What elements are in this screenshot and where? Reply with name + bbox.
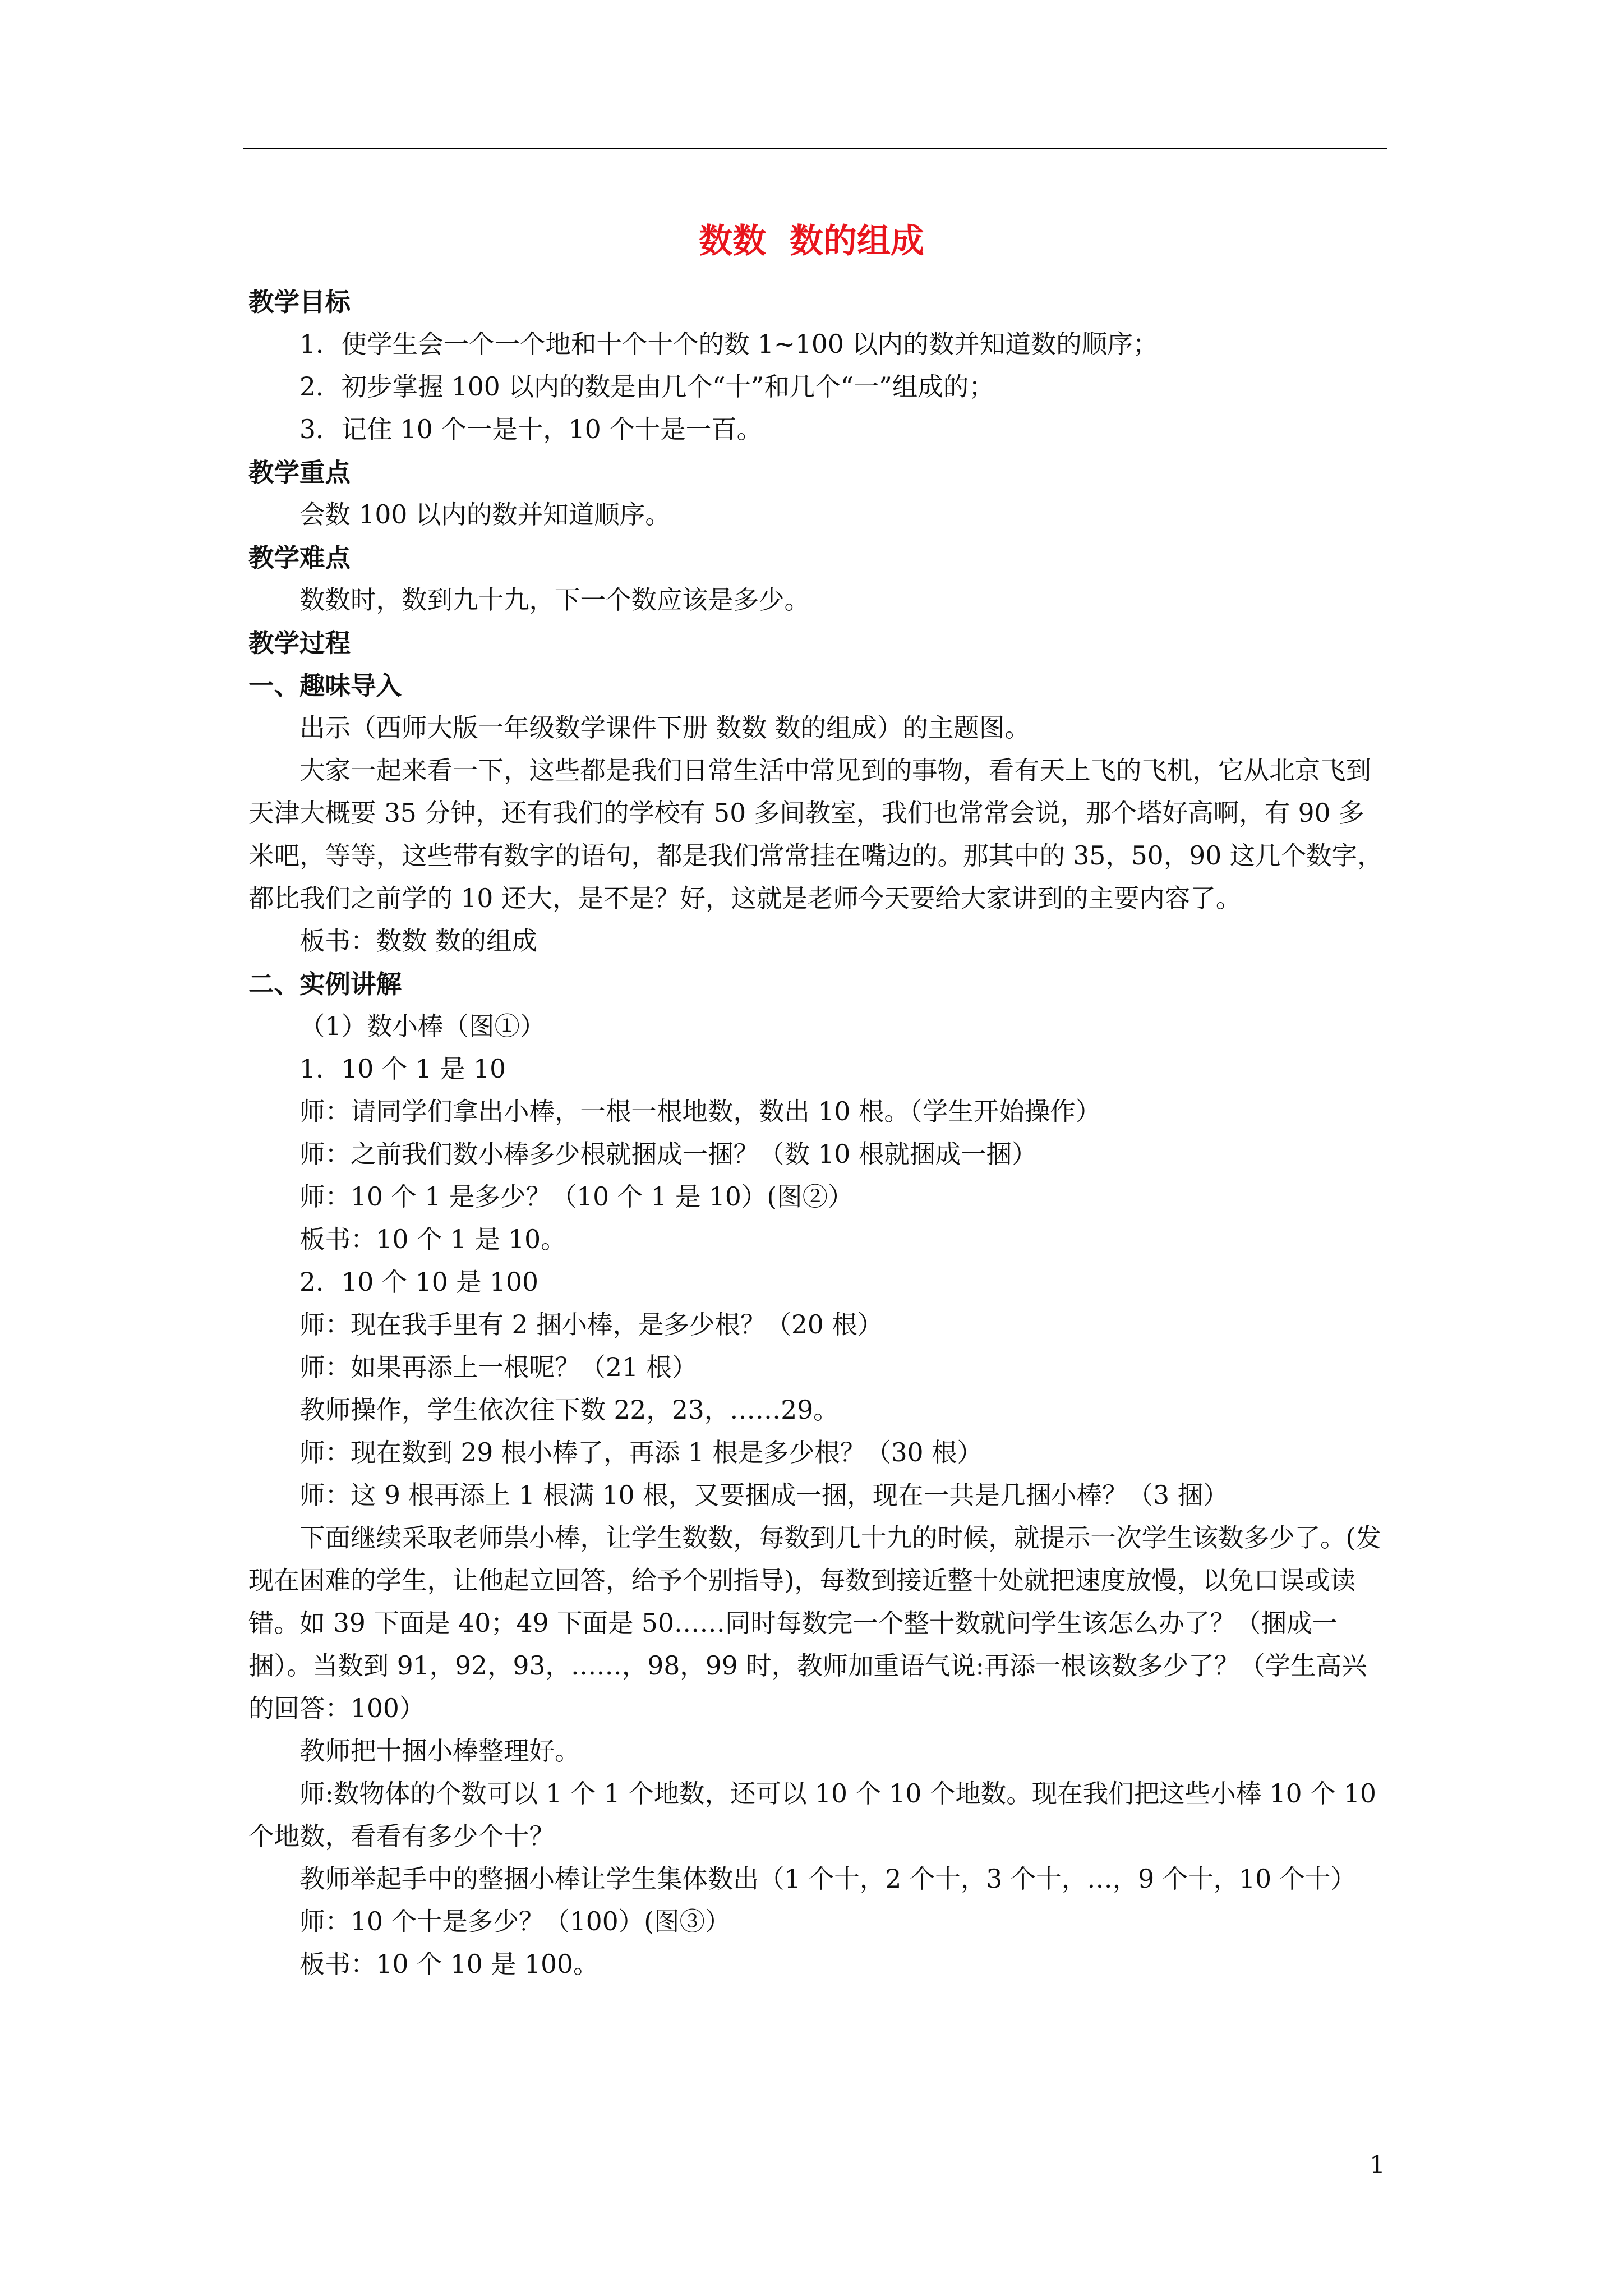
paragraph: 板书：10 个 1 是 10。: [299, 1225, 566, 1254]
section-heading-difficulties: 教学难点: [248, 542, 351, 573]
paragraph: 出示（西师大版一年级数学课件下册 数数 数的组成）的主题图。: [299, 713, 1030, 743]
paragraph: 教师把十捆小棒整理好。: [299, 1736, 580, 1766]
page-number: 1: [1370, 2151, 1385, 2179]
section-heading-key-points: 教学重点: [248, 457, 351, 487]
paragraph: 师:数物体的个数可以 1 个 1 个地数，还可以 10 个 10 个地数。现在我们把这些小棒 10 个 10 个地数，看看有多少个十？: [248, 1779, 1376, 1851]
paragraph: 师：请同学们拿出小棒，一根一根地数，数出 10 根。（学生开始操作）: [299, 1097, 1101, 1126]
header-rule: [243, 148, 1387, 149]
part-heading-examples: 二、实例讲解: [248, 969, 402, 999]
paragraph: （1）数小棒（图①）: [299, 1011, 546, 1041]
paragraph: 师：10 个十是多少？（100）(图③）: [299, 1907, 731, 1936]
goal-item-1: 1．使学生会一个一个地和十个十个的数 1~100 以内的数并知道数的顺序；: [299, 329, 1159, 359]
goal-item-3: 3．记住 10 个一是十，10 个十是一百。: [299, 415, 763, 444]
document-body: [248, 280, 1384, 1986]
part-heading-introduction: 一、趣味导入: [248, 670, 402, 701]
paragraph: 师：如果再添上一根呢？（21 根）: [299, 1352, 698, 1382]
paragraph: 2．10 个 10 是 100: [299, 1267, 538, 1297]
paragraph: 师：10 个 1 是多少？（10 个 1 是 10）(图②）: [299, 1182, 854, 1212]
paragraph: 大家一起来看一下，这些都是我们日常生活中常见到的事物，看有天上飞的飞机，它从北京飞到天津大概要 35 分钟，还有我们的学校有 50 多间教室，我们也常常会说，那个塔好高啊，有 90 多米吧，等等，这些带有数字的语句，都是我们常常挂在嘴边的。那其中的 35，50，90 这几个数字，都比我们之前学的 10 还大，是不是？好，这就是老师今天要给大家讲到的主要内容了。: [248, 756, 1383, 913]
paragraph: 师：之前我们数小棒多少根就捆成一捆？（数 10 根就捆成一捆）: [299, 1139, 1038, 1169]
paragraph: 下面继续采取老师祟小棒，让学生数数，每数到几十九的时候，就提示一次学生该数多少了。(发现在困难的学生，让他起立回答，给予个别指导)，每数到接近整十处就把速度放慢，以免口误或读错。如 39 下面是 40；49 下面是 50……同时每数完一个整十数就问学生该怎么办了？（捆成一捆）。当数到 91，92，93，……，98，99 时，教师加重语气说:再添一根该数多少了？（学生高兴的回答：100）: [248, 1523, 1381, 1723]
paragraph: 教师操作，学生依次往下数 22，23，……29。: [299, 1395, 839, 1425]
paragraph: 板书：10 个 10 是 100。: [299, 1949, 599, 1979]
section-heading-goals: 教学目标: [248, 287, 351, 317]
paragraph: 教师举起手中的整捆小棒让学生集体数出（1 个十，2 个十，3 个十，…，9 个十，10 个十）: [299, 1864, 1357, 1894]
paragraph: 1．10 个 1 是 10: [299, 1054, 506, 1084]
paragraph: 师：现在我手里有 2 捆小棒，是多少根？（20 根）: [299, 1310, 883, 1340]
paragraph: 师：现在数到 29 根小棒了，再添 1 根是多少根？（30 根）: [299, 1438, 983, 1467]
section-heading-process: 教学过程: [248, 628, 351, 658]
page-title: 数数 数的组成: [699, 222, 924, 261]
goal-item-2: 2．初步掌握 100 以内的数是由几个“十”和几个“一”组成的；: [299, 372, 994, 402]
paragraph: 师：这 9 根再添上 1 根满 10 根，又要捆成一捆，现在一共是几捆小棒？（3 捆）: [299, 1480, 1229, 1510]
difficulties-text: 数数时，数到九十九，下一个数应该是多少。: [299, 585, 810, 615]
paragraph: 板书：数数 数的组成: [299, 926, 537, 956]
key-points-text: 会数 100 以内的数并知道顺序。: [299, 500, 671, 530]
